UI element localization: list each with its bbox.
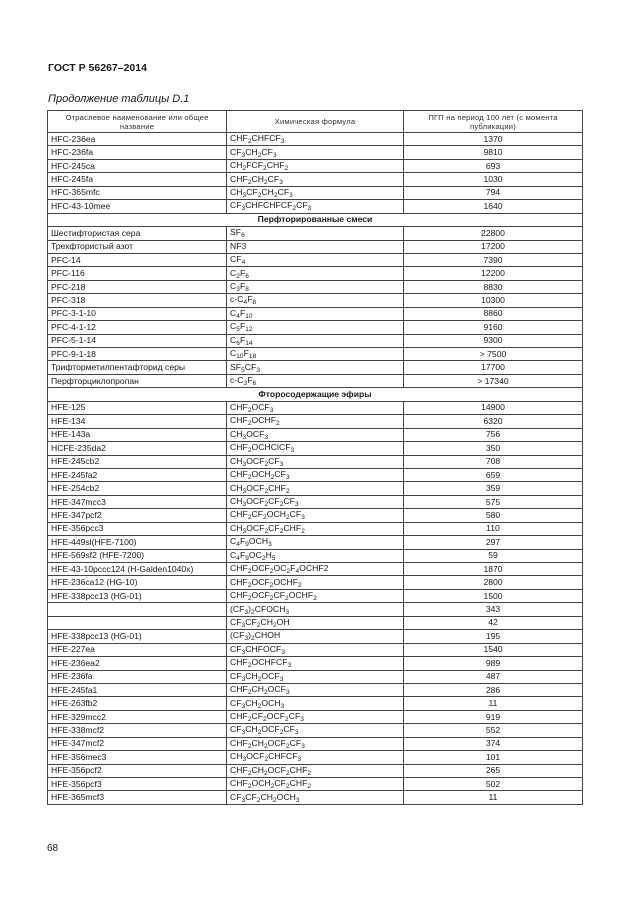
gwp-value-cell: 7390: [404, 253, 583, 266]
gwp-value-cell: 374: [404, 737, 583, 750]
chemical-formula-cell: $CH_3OCF_2CF_3$: [227, 455, 404, 468]
table-row: [48, 791, 583, 804]
table-row: [48, 442, 583, 455]
gwp-value-cell: 11: [404, 791, 583, 804]
substance-name-cell: PFC-3-1-10: [48, 307, 227, 320]
table-row: [48, 374, 583, 387]
gwp-value-cell: 575: [404, 495, 583, 508]
table-row: [48, 468, 583, 481]
section-row: [48, 388, 583, 401]
gwp-value-cell: 265: [404, 764, 583, 777]
table-row: [48, 267, 583, 280]
gwp-value-cell: 350: [404, 442, 583, 455]
gwp-value-cell: 919: [404, 710, 583, 723]
chemical-formula-cell: $CHF_2OCHFCF_3$: [227, 657, 404, 670]
gwp-value-cell: 9160: [404, 321, 583, 334]
gwp-value-cell: 693: [404, 159, 583, 172]
chemical-formula-cell: $CHF_2OCH_2CF_3$: [227, 468, 404, 481]
table-row: [48, 536, 583, 549]
table-header-row: [48, 111, 583, 133]
table-row: [48, 401, 583, 414]
substance-name-cell: HFE-338pcc13 (HG-01): [48, 589, 227, 602]
chemical-formula-cell: $CHF_2OCF_2OCHF_2$: [227, 576, 404, 589]
section-heading: Фторосодержащие эфиры: [48, 388, 583, 401]
gwp-value-cell: 580: [404, 509, 583, 522]
column-header-gwp: ПГП на период 100 лет (с момента публикации): [404, 111, 583, 133]
gwp-value-cell: 1870: [404, 563, 583, 576]
chemical-formula-cell: $CF_3CH_2OCF_2CF_3$: [227, 724, 404, 737]
gwp-value-cell: 14900: [404, 401, 583, 414]
gwp-value-cell: 11: [404, 697, 583, 710]
chemical-formula-cell: $CHF_2CF_2OCF_2CF_3$: [227, 710, 404, 723]
chemical-formula-cell: $SF_5CF_3$: [227, 361, 404, 374]
substance-name-cell: PFC-9-1-18: [48, 348, 227, 361]
chemical-formula-cell: $CHF_2CH_2CF_3$: [227, 173, 404, 186]
substance-name-cell: HFC-43-10mee: [48, 200, 227, 213]
table-row: [48, 630, 583, 643]
substance-name-cell: PFC-4-1-12: [48, 321, 227, 334]
section-heading: Перфторированные смеси: [48, 213, 583, 226]
substance-name-cell: HFE-356mec3: [48, 751, 227, 764]
chemical-formula-cell: $CH_3OCF_2CF_2CF_3$: [227, 495, 404, 508]
gwp-value-cell: 9300: [404, 334, 583, 347]
substance-name-cell: PFC-116: [48, 267, 227, 280]
gwp-value-cell: 8830: [404, 280, 583, 293]
substance-name-cell: HFE-227ea: [48, 643, 227, 656]
table-row: [48, 643, 583, 656]
chemical-formula-cell: $CHF_2OCHClCF_3$: [227, 442, 404, 455]
table-row: [48, 280, 583, 293]
table-row: [48, 603, 583, 616]
gwp-value-cell: 1640: [404, 200, 583, 213]
chemical-formula-cell: $C_3F_8$: [227, 280, 404, 293]
chemical-formula-cell: $CHF_2CH_2OCF_2CHF_2$: [227, 764, 404, 777]
table-row: [48, 724, 583, 737]
table-row: [48, 334, 583, 347]
chemical-formula-cell: $c-C_4F_8$: [227, 294, 404, 307]
gwp-value-cell: 989: [404, 657, 583, 670]
substance-name-cell: HFE-347mcc3: [48, 495, 227, 508]
gwp-value-cell: 297: [404, 536, 583, 549]
table-row: [48, 522, 583, 535]
gwp-value-cell: 502: [404, 778, 583, 791]
table-row: [48, 240, 583, 253]
chemical-formula-cell: $CF_3CHFCHFCF_2CF_3$: [227, 200, 404, 213]
chemical-formula-cell: $CHF_2CHFCF_3$: [227, 133, 404, 146]
table-row: [48, 482, 583, 495]
table-row: [48, 563, 583, 576]
chemical-formula-cell: $CF_3CH_2OCH_3$: [227, 697, 404, 710]
table-row: [48, 495, 583, 508]
table-row: [48, 348, 583, 361]
table-row: [48, 133, 583, 146]
table-row: [48, 778, 583, 791]
gwp-value-cell: 6320: [404, 415, 583, 428]
table-row: [48, 253, 583, 266]
substance-name-cell: HFE-338pcc13 (HG-01): [48, 630, 227, 643]
substance-name-cell: HFE-236fa: [48, 670, 227, 683]
gwp-value-cell: > 17340: [404, 374, 583, 387]
table-row: [48, 509, 583, 522]
table-row: [48, 697, 583, 710]
chemical-formula-cell: NF3: [227, 240, 404, 253]
chemical-formula-cell: $CF_3CH_2OCF_3$: [227, 670, 404, 683]
substance-name-cell: HFE-143a: [48, 428, 227, 441]
table-row: [48, 549, 583, 562]
gwp-value-cell: 10300: [404, 294, 583, 307]
substance-name-cell: [48, 603, 227, 616]
substance-name-cell: HFE-449sl(HFE-7100): [48, 536, 227, 549]
substance-name-cell: Трифторметилпентафторид серы: [48, 361, 227, 374]
gwp-value-cell: 22800: [404, 227, 583, 240]
column-header-name: Отраслевое наименование или общее название: [48, 111, 227, 133]
table-row: [48, 146, 583, 159]
chemical-formula-cell: $CH_3OCF_3$: [227, 428, 404, 441]
gwp-value-cell: 794: [404, 186, 583, 199]
table-row: [48, 455, 583, 468]
gwp-value-cell: 708: [404, 455, 583, 468]
table-row: [48, 415, 583, 428]
chemical-formula-cell: $CF_3CH_2CF_3$: [227, 146, 404, 159]
table-row: [48, 764, 583, 777]
gwp-value-cell: 17200: [404, 240, 583, 253]
standard-code: ГОСТ Р 56267–2014: [48, 62, 147, 74]
substance-name-cell: HFC-236ea: [48, 133, 227, 146]
table-body: [48, 133, 583, 805]
table-row: [48, 616, 583, 629]
gwp-value-cell: 1030: [404, 173, 583, 186]
gwp-value-cell: 110: [404, 522, 583, 535]
gwp-value-cell: 659: [404, 468, 583, 481]
substance-name-cell: HFE-356pcc3: [48, 522, 227, 535]
table-row: [48, 173, 583, 186]
substance-name-cell: HFE-347pcf2: [48, 509, 227, 522]
substance-name-cell: HCFE-235da2: [48, 442, 227, 455]
substance-name-cell: HFC-245fa: [48, 173, 227, 186]
chemical-formula-cell: $CH_3OCF_2CF_2CHF_2$: [227, 522, 404, 535]
chemical-formula-cell: $SF_6$: [227, 227, 404, 240]
table-row: [48, 159, 583, 172]
gwp-table: [47, 110, 583, 805]
chemical-formula-cell: $CF_3CHFOCF_3$: [227, 643, 404, 656]
chemical-formula-cell: $CF_3CF_2CH_2OH$: [227, 616, 404, 629]
chemical-formula-cell: $c-C_3F_6$: [227, 374, 404, 387]
gwp-value-cell: 359: [404, 482, 583, 495]
chemical-formula-cell: $C_{10}F_{18}$: [227, 348, 404, 361]
gwp-value-cell: 286: [404, 683, 583, 696]
chemical-formula-cell: $CHF_2CH_2OCF_3$: [227, 683, 404, 696]
substance-name-cell: [48, 616, 227, 629]
gwp-value-cell: 17700: [404, 361, 583, 374]
section-row: [48, 213, 583, 226]
chemical-formula-cell: $C_5F_{12}$: [227, 321, 404, 334]
chemical-formula-cell: $CF_3CF_2CH_2OCH_3$: [227, 791, 404, 804]
gwp-value-cell: 59: [404, 549, 583, 562]
substance-name-cell: HFE-245cb2: [48, 455, 227, 468]
substance-name-cell: HFE-347mcf2: [48, 737, 227, 750]
substance-name-cell: HFE-338mcf2: [48, 724, 227, 737]
table-row: [48, 683, 583, 696]
page-number: 68: [47, 843, 59, 854]
table-row: [48, 589, 583, 602]
substance-name-cell: HFE-356pcf3: [48, 778, 227, 791]
substance-name-cell: HFE-263fb2: [48, 697, 227, 710]
substance-name-cell: HFC-245ca: [48, 159, 227, 172]
chemical-formula-cell: $C_2F_6$: [227, 267, 404, 280]
chemical-formula-cell: $CHF_2OCHF_2$: [227, 415, 404, 428]
substance-name-cell: Перфторциклопропан: [48, 374, 227, 387]
chemical-formula-cell: $C_4F_9OC_2H_5$: [227, 549, 404, 562]
table-continuation-caption: Продолжение таблицы D.1: [48, 93, 190, 105]
table-row: [48, 321, 583, 334]
substance-name-cell: HFE-329mcc2: [48, 710, 227, 723]
chemical-formula-cell: $CHF_2CH_2OCF_2CF_3$: [227, 737, 404, 750]
chemical-formula-cell: $CHF_2OCF_2OC_2F_4OCHF2$: [227, 563, 404, 576]
substance-name-cell: HFE-134: [48, 415, 227, 428]
chemical-formula-cell: $CH_3OCF_2CHF_2$: [227, 482, 404, 495]
substance-name-cell: HFE-254cb2: [48, 482, 227, 495]
table-row: [48, 670, 583, 683]
table-row: [48, 227, 583, 240]
gwp-value-cell: 487: [404, 670, 583, 683]
substance-name-cell: PFC-218: [48, 280, 227, 293]
chemical-formula-cell: $(CF_3)_2CHOH$: [227, 630, 404, 643]
substance-name-cell: HFE-236ca12 (HG-10): [48, 576, 227, 589]
substance-name-cell: HFE-365mcf3: [48, 791, 227, 804]
table-row: [48, 428, 583, 441]
substance-name-cell: PFC-318: [48, 294, 227, 307]
gwp-value-cell: 195: [404, 630, 583, 643]
substance-name-cell: Трехфтористый азот: [48, 240, 227, 253]
chemical-formula-cell: $CF_4$: [227, 253, 404, 266]
chemical-formula-cell: $CHF_2OCF_3$: [227, 401, 404, 414]
substance-name-cell: HFE-356pcf2: [48, 764, 227, 777]
substance-name-cell: HFE-125: [48, 401, 227, 414]
chemical-formula-cell: $C_6F_{14}$: [227, 334, 404, 347]
substance-name-cell: HFC-236fa: [48, 146, 227, 159]
chemical-formula-cell: $CH_3CF_2CH_2CF_3$: [227, 186, 404, 199]
gwp-value-cell: 1370: [404, 133, 583, 146]
substance-name-cell: HFE-245fa2: [48, 468, 227, 481]
chemical-formula-cell: $C_4F_{10}$: [227, 307, 404, 320]
table-row: [48, 186, 583, 199]
gwp-value-cell: 2800: [404, 576, 583, 589]
gwp-value-cell: 552: [404, 724, 583, 737]
gwp-value-cell: > 7500: [404, 348, 583, 361]
substance-name-cell: PFC-14: [48, 253, 227, 266]
gwp-value-cell: 1540: [404, 643, 583, 656]
table-row: [48, 294, 583, 307]
substance-name-cell: HFE-236ea2: [48, 657, 227, 670]
chemical-formula-cell: $CHF_2CF_2OCH_2CF_3$: [227, 509, 404, 522]
table-row: [48, 657, 583, 670]
table-row: [48, 737, 583, 750]
table-row: [48, 200, 583, 213]
substance-name-cell: HFE-245fa1: [48, 683, 227, 696]
gwp-value-cell: 1500: [404, 589, 583, 602]
substance-name-cell: Шестифтористая сера: [48, 227, 227, 240]
gwp-value-cell: 8860: [404, 307, 583, 320]
column-header-formula: Химическая формула: [227, 111, 404, 133]
table-row: [48, 576, 583, 589]
substance-name-cell: HFE-569sf2 (HFE-7200): [48, 549, 227, 562]
substance-name-cell: PFC-5-1-14: [48, 334, 227, 347]
table-row: [48, 361, 583, 374]
chemical-formula-cell: $CHF_2OCH_2CF_2CHF_2$: [227, 778, 404, 791]
substance-name-cell: HFE-43-10pccc124 (H-Galden1040x): [48, 563, 227, 576]
table-row: [48, 751, 583, 764]
gwp-value-cell: 12200: [404, 267, 583, 280]
chemical-formula-cell: $CHF_2OCF_2CF_2OCHF_2$: [227, 589, 404, 602]
table-row: [48, 307, 583, 320]
chemical-formula-cell: $C_4F_9OCH_3$: [227, 536, 404, 549]
chemical-formula-cell: $(CF_3)_2CFOCH_3$: [227, 603, 404, 616]
gwp-value-cell: 343: [404, 603, 583, 616]
substance-name-cell: HFC-365mfc: [48, 186, 227, 199]
chemical-formula-cell: $CH_3OCF_2CHFCF_3$: [227, 751, 404, 764]
gwp-value-cell: 756: [404, 428, 583, 441]
gwp-value-cell: 42: [404, 616, 583, 629]
gwp-value-cell: 9810: [404, 146, 583, 159]
table-row: [48, 710, 583, 723]
chemical-formula-cell: $CH_2FCF_2CHF_2$: [227, 159, 404, 172]
gwp-value-cell: 101: [404, 751, 583, 764]
